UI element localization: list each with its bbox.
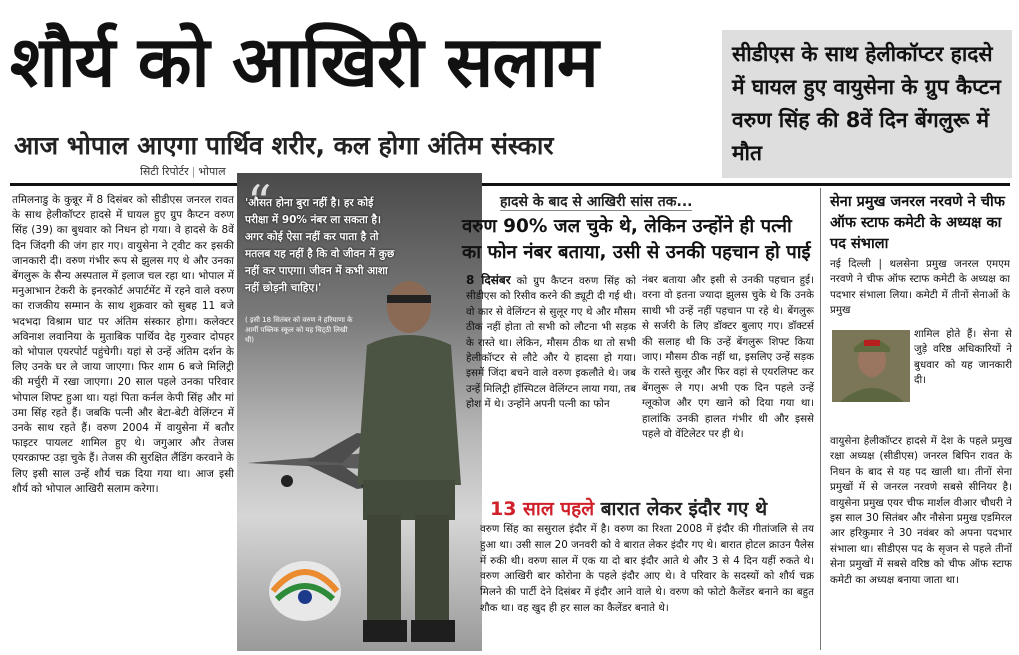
article-column-1: तमिलनाडु के कुन्नूर में 8 दिसंबर को सीडीएस जनरल रावत के साथ हेलीकॉप्टर हादसे में घायल हुए ग्रुप कैप्टन वरुण सिंह (39) का बुधवार को निधन हो गया। वे हादसे के 8वें दिन जिंदगी की जंग हार गए। वायुसेना ने ट्वीट कर इसकी जानकारी दी। वरुण गंभीर रूप से झुलस गए थे और उनका बेंगलुरू के सैन्य अस्पताल में इलाज चल रहा था। भोपाल में मनुआभान टेकरी के इनरकोर्ट अपार्टमेंट में रहने वाले वरुण का राजकीय सम्मान के साथ शुक्रवार को सुबह 11 बजे भदभदा विश्राम घाट पर अंतिम संस्कार होगा। कलेक्टर अविनाश लवानिया के मुताबिक पार्थिव देह गुरुवार दोपहर को भोपाल एयरपोर्ट पहुंचेगी। यहां से उन्हें अंतिम दर्शन के लिए उनके घर ले जाया जाएगा। फिर शाम 6 बजे मिलिट्री की मर्चुरी में रखा जाएगा। 20 साल पहले उनका परिवार भोपाल शिफ्ट हुआ था। यहां पिता कर्नल केपी सिंह और मां उमा सिंह रहते हैं। जबकि पत्नी और बेटा-बेटी वेलिंग्टन में उनके साथ रहते हैं। वरुण 2004 में वायुसेना में बतौर फाइटर पायलट शामिल हुए थे। जगुआर और तेजस एयरक्राफ्ट उड़ा चुके हैं। तेजस की सुरक्षित लैंडिंग करवाने के लिए इसी साल उन्हें शौर्य चक्र दिया गया था। आज इसी शौर्य को भोपाल आखिरी सलाम करेगा। <box>12 194 234 495</box>
article-column-3c: वायुसेना हेलीकॉप्टर हादसे में देश के पहले प्रमुख रक्षा अध्यक्ष (सीडीएस) जनरल बिपिन रावत के निधन के बाद से यह पद खाली था। तीनों सेना प्रमुखों में से जनरल नरवणे सबसे सीनियर है। वायुसेना प्रमुख एयर चीफ मार्शल वीआर चौधरी ने इस साल 30 सितंबर और नौसेना प्रमुख एडमिरल आर हरिकुमार ने 30 नवंबर को अपना पदभार संभाला था। सीडीएस पद के सृजन से पहले तीनों सेना प्रमुखों में सबसे वरिष्ठ को चीफ ऑफ स्टाफ कमेटी का अध्यक्ष बनाया जाता था। <box>830 435 1012 586</box>
pilot-figure <box>337 265 477 645</box>
right-headline: सेना प्रमुख जनरल नरवणे ने चीफ ऑफ स्टाफ कमेटी के अध्यक्ष का पद संभाला <box>830 194 1005 252</box>
dropcap-date: 8 दिसंबर <box>466 273 511 287</box>
general-portrait <box>832 330 910 402</box>
article-column-2b: नंबर बताया और इसी से उनकी पहचान हुई। वरना वो इतना ज्यादा झुलस चुके थे कि उनके साथी भी उन्हें नहीं पहचान पा रहे थे। बेंगलुरू से सर्जरी के लिए डॉक्टर बुलाए गए। डॉक्टर्स की सलाह थी कि उन्हें बेंगलुरू शिफ्ट किया जाए। मौसम ठीक नहीं था, इसलिए उन्हें सड़क के रास्ते सुलूर और फिर वहां से एयरलिफ्ट कर बेंगलुरू ले गए। अभी एक दिन पहले उन्हें ग्लूकोज और एग खाने को दिया गया था। हालांकि उनकी हालत गंभीर थी और इससे पहले वो वेंटिलेटर पर ही थे। <box>642 274 814 441</box>
col-2a-text: को ग्रुप कैप्टन वरुण सिंह को सीडीएस को रिसीव करने की ड्यूटी दी गई थी। वो कार से वेलिंग्टन से सुलूर गए थे और मौसम ठीक नहीं होता तो सभी को लौटना भी सड़क के रास्ते था। लेकिन, मौसम ठीक था तो सभी हेलीकॉप्टर से लौटे और ये हादसा हो गया। इसमें जिंदा बचने वाले वरुण इकलौते थे। जब उन्हें मिलिट्री हॉस्पिटल वेलिंग्टन लाया गया, तब होश में थे। उन्होंने अपनी पत्नी का फोन <box>466 275 636 411</box>
top-box <box>722 30 1012 178</box>
byline-place: भोपाल <box>198 165 226 178</box>
photo-quote: 'औसत होना बुरा नहीं है। हर कोई परीक्षा में 90% नंबर ला सकता है। अगर कोई ऐसा नहीं कर पाता है तो मतलब यह नहीं है कि वो जीवन में कुछ नहीं कर पाएगा। जीवन में कभी आशा नहीं छोड़नी चाहिए।' <box>245 197 395 294</box>
subhead-indore <box>490 495 767 521</box>
subheadline: आज भोपाल आएगा पार्थिव शरीर, कल होगा अंतिम संस्कार <box>14 131 554 160</box>
subhead-indore-red: 13 साल पहले <box>490 498 595 520</box>
top-box-text: सीडीएस के साथ हेलीकॉप्टर हादसे में घायल हुए वायुसेना के ग्रुप कैप्टन वरुण सिंह की 8वें दिन बेंगलुरू में मौत <box>732 42 1001 165</box>
subhead-indore-rest: बारात लेकर इंदौर गए थे <box>594 498 768 520</box>
article-column-2c: वरुण सिंह का ससुराल इंदौर में है। वरुण का रिश्ता 2008 में इंदौर की गीतांजलि से तय हुआ था। उसी साल 20 जनवरी को वे बारात लेकर इंदौर गए थे। बारात होटल क्राउन पैलेस में रुकी थी। वरुण साल में एक या दो बार इंदौर आते थे और 3 से 4 दिन यहीं रुकते थे। वरुण आखिरी बार कोरोना के पहले इंदौर आए थे। वे परिवार के सदस्यों को शौर्य चक्र मिलने की पार्टी देने दिसंबर में इंदौर आने वाले थे। वरुण को फोटो कैलेंडर बनाने का बहुत शौक था। वह खुद ही हर साल का कैलेंडर बनाते थे। <box>480 523 814 614</box>
pilot-photo <box>237 173 482 651</box>
middle-headline: वरुण 90% जल चुके थे, लेकिन उन्होंने ही पत्नी का फोन नंबर बताया, उसी से उनकी पहचान हो पाई <box>462 216 811 263</box>
portrait-illustration <box>832 330 910 402</box>
article-column-3b: शामिल होते हैं। सेना से जुड़े वरिष्ठ अधिकारियों ने बुधवार को यह जानकारी दी। <box>914 328 1012 387</box>
byline: सिटी रिपोर्टर | भोपाल <box>140 165 226 178</box>
helmet-illustration <box>265 553 345 623</box>
article-column-3a: नई दिल्ली | थलसेना प्रमुख जनरल एमएम नरवणे ने चीफ ऑफ स्टाफ कमेटी के अध्यक्ष का पदभार संभाला लिया। कमेटी में तीनों सेनाओं के प्रमुख <box>830 258 1010 317</box>
headline: शौर्य को आखिरी सलाम <box>10 20 598 103</box>
quote-mark: “ <box>247 175 272 231</box>
photo-caption: ( इसी 18 सितंबर को वरुण ने हरियाणा के आर्मी पब्लिक स्कूल को यह चिट्‌ठी लिखी थी) <box>245 316 353 344</box>
article-column-2a <box>466 273 636 498</box>
section-tag: हादसे के बाद से आखिरी सांस तक... <box>500 194 693 210</box>
divider <box>10 183 1010 186</box>
column-divider <box>820 188 821 650</box>
byline-reporter: सिटी रिपोर्टर <box>140 165 189 178</box>
